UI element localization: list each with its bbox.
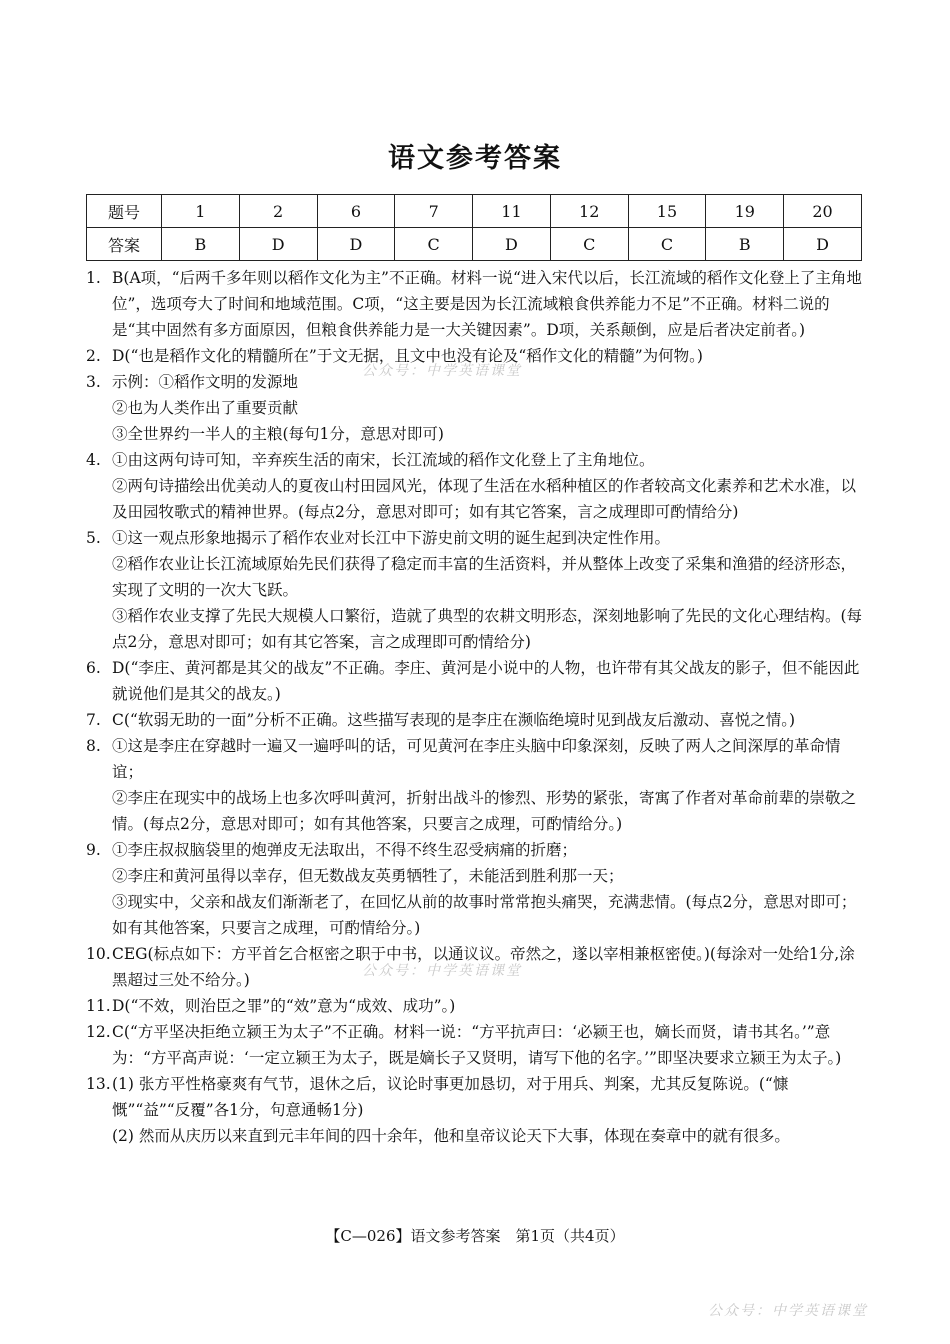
answer-item xyxy=(86,707,866,733)
watermark: 公众号：中学英语课堂 xyxy=(362,963,522,979)
question-number: 7 xyxy=(395,195,473,228)
item-number: 10. xyxy=(86,945,111,963)
item-line: ①这是李庄在穿越时一遍又一遍呼叫的话，可见黄河在李庄头脑中印象深刻，反映了两人之间深厚的革命情谊； xyxy=(112,737,841,781)
answer-item xyxy=(86,993,866,1019)
answer-item xyxy=(86,733,866,837)
question-number-row xyxy=(87,195,862,228)
item-line: (2) 然而从庆历以来直到元丰年间的四十余年，他和皇帝议论天下大事，体现在奏章中的就有很多。 xyxy=(112,1127,790,1145)
answer-item xyxy=(86,525,866,655)
item-line: ②两句诗描绘出优美动人的夏夜山村田园风光，体现了生活在水稻种植区的作者较高文化素养和艺术水准，以及田园牧歌式的精神世界。(每点2分，意思对即可；如有其它答案，言之成理即可酌情给分) xyxy=(112,477,857,521)
answer-table xyxy=(86,194,862,261)
item-line: 示例：①稻作文明的发源地 xyxy=(112,373,299,391)
question-number: 12 xyxy=(550,195,628,228)
answer-cell: B xyxy=(706,228,784,261)
answer-cell: D xyxy=(317,228,395,261)
item-line: ②李庄在现实中的战场上也多次呼叫黄河，折射出战斗的惨烈、形势的紧张，寄寓了作者对革命前辈的崇敬之情。(每点2分，意思对即可；如有其他答案，只要言之成理，可酌情给分。) xyxy=(112,789,857,833)
item-line: ②也为人类作出了重要贡献 xyxy=(112,399,299,417)
answer-item xyxy=(86,655,866,707)
item-body xyxy=(112,265,866,343)
row-label: 题号 xyxy=(87,195,162,228)
item-line: (1) 张方平性格豪爽有气节，退休之后，议论时事更加恳切，对于用兵、判案，尤其反复陈说。(“慷慨”“益”“反覆”各1分，句意通畅1分) xyxy=(112,1075,789,1119)
answer-cell: D xyxy=(239,228,317,261)
answer-item xyxy=(86,369,866,447)
answer-item xyxy=(86,1019,866,1071)
item-line: C(“方平坚决拒绝立颍王为太子”不正确。材料一说：“方平抗声曰：‘必颍王也，嫡长而贤，请书其名。’”意为：“方平高声说：‘一定立颍王为太子，既是嫡长子又贤明，请写下他的名字。’”即坚决要求立颍王为太子。) xyxy=(112,1023,842,1067)
question-number: 11 xyxy=(473,195,551,228)
page-title: 语文参考答案 xyxy=(388,143,562,174)
item-line: D(“李庄、黄河都是其父的战友”不正确。李庄、黄河是小说中的人物，也许带有其父战友的影子，但不能因此就说他们是其父的战友。) xyxy=(112,659,860,703)
item-body xyxy=(112,655,866,707)
item-number: 2. xyxy=(86,347,101,365)
answer-cell: B xyxy=(162,228,240,261)
item-body xyxy=(112,1071,866,1149)
item-body xyxy=(112,447,866,525)
item-number: 12. xyxy=(86,1023,111,1041)
question-number: 2 xyxy=(239,195,317,228)
row-label: 答案 xyxy=(87,228,162,261)
item-body xyxy=(112,733,866,837)
answer-cell: D xyxy=(784,228,862,261)
item-line: ②稻作农业让长江流域原始先民们获得了稳定而丰富的生活资料，并从整体上改变了采集和渔猎的经济形态，实现了文明的一次大飞跃。 xyxy=(112,555,857,599)
item-number: 3. xyxy=(86,373,101,391)
item-number: 7. xyxy=(86,711,101,729)
item-line: ②李庄和黄河虽得以幸存，但无数战友英勇牺牲了，未能活到胜利那一天； xyxy=(112,867,624,885)
item-number: 9. xyxy=(86,841,101,859)
item-line: ①这一观点形象地揭示了稻作农业对长江中下游史前文明的诞生起到决定性作用。 xyxy=(112,529,671,547)
answer-item xyxy=(86,837,866,941)
answer-cell: C xyxy=(550,228,628,261)
item-number: 6. xyxy=(86,659,101,677)
item-line: D(“不效，则治臣之罪”的“效”意为“成效、成功”。) xyxy=(112,997,456,1015)
item-line: ③稻作农业支撑了先民大规模人口繁衍，造就了典型的农耕文明形态，深刻地影响了先民的文化心理结构。(每点2分，意思对即可；如有其它答案，言之成理即可酌情给分) xyxy=(112,607,863,651)
question-number: 1 xyxy=(162,195,240,228)
answer-item xyxy=(86,265,866,343)
item-line: ①李庄叔叔脑袋里的炮弹皮无法取出，不得不终生忍受病痛的折磨； xyxy=(112,841,578,859)
item-number: 1. xyxy=(86,269,101,287)
item-body xyxy=(112,369,866,447)
answer-row xyxy=(87,228,862,261)
item-body xyxy=(112,993,866,1019)
item-line: D(“也是稻作文化的精髓所在”于文无据，且文中也没有论及“稻作文化的精髓”为何物。) xyxy=(112,347,703,365)
item-number: 8. xyxy=(86,737,101,755)
item-number: 11. xyxy=(86,997,111,1015)
watermark: 公众号：中学英语课堂 xyxy=(708,1303,868,1319)
answer-item xyxy=(86,1071,866,1149)
item-body xyxy=(112,837,866,941)
item-body xyxy=(112,1019,866,1071)
item-number: 4. xyxy=(86,451,101,469)
question-number: 15 xyxy=(628,195,706,228)
answer-cell: C xyxy=(628,228,706,261)
answer-explanations xyxy=(86,265,866,1149)
question-number: 19 xyxy=(706,195,784,228)
item-body xyxy=(112,707,866,733)
item-line: ①由这两句诗可知，辛弃疾生活的南宋，长江流域的稻作文化登上了主角地位。 xyxy=(112,451,655,469)
item-line: C(“软弱无助的一面”分析不正确。这些描写表现的是李庄在濒临绝境时见到战友后激动、喜悦之情。) xyxy=(112,711,796,729)
item-line: ③现实中，父亲和战友们渐渐老了，在回忆从前的故事时常常抱头痛哭，充满悲情。(每点2分，意思对即可；如有其他答案，只要言之成理，可酌情给分。) xyxy=(112,893,857,937)
watermark: 公众号：中学英语课堂 xyxy=(362,363,522,379)
page-footer: 【C—026】语文参考答案 第1页（共4页） xyxy=(325,1227,625,1245)
item-number: 5. xyxy=(86,529,101,547)
item-line: ③全世界约一半人的主粮(每句1分，意思对即可) xyxy=(112,425,444,443)
answer-cell: C xyxy=(395,228,473,261)
item-body xyxy=(112,525,866,655)
item-number: 13. xyxy=(86,1075,111,1093)
answer-item xyxy=(86,447,866,525)
question-number: 20 xyxy=(784,195,862,228)
item-line: B(A项，“后两千多年则以稻作文化为主”不正确。材料一说“进入宋代以后，长江流域的稻作文化登上了主角地位”，选项夸大了时间和地域范围。C项，“这主要是因为长江流域粮食供养能力不足”不正确。材料二说的是“其中固然有多方面原因，但粮食供养能力是一大关键因素”。D项，关系颠倒，应是后者决定前者。) xyxy=(112,269,862,339)
answer-cell: D xyxy=(473,228,551,261)
question-number: 6 xyxy=(317,195,395,228)
item-line: CEG(标点如下：方平首乞合枢密之职于中书，以通议议。帝然之，遂以宰相兼枢密使。)(每涂对一处给1分,涂黑超过三处不给分。) xyxy=(112,945,855,989)
